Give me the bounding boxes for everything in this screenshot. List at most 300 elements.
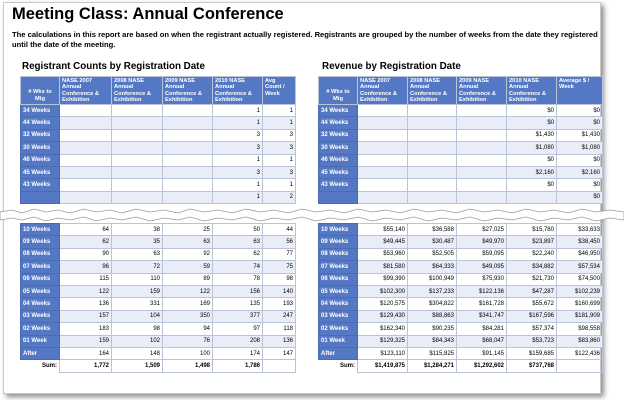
revenue-cell	[408, 129, 457, 141]
counts-cell: 159	[112, 285, 163, 297]
revenue-table-bottom	[318, 223, 603, 373]
report-title: Meeting Class: Annual Conference	[12, 5, 284, 23]
revenue-table-row	[319, 323, 603, 335]
counts-cell	[60, 129, 112, 141]
counts-cell	[60, 179, 112, 191]
revenue-cell: $120,575	[358, 298, 408, 310]
revenue-cell: $161,728	[457, 298, 507, 310]
revenue-cell: $129,430	[358, 310, 408, 322]
revenue-header-2010: 2010 NASE Annual Conference & Exhibition	[507, 77, 557, 105]
revenue-section-title: Revenue by Registration Date	[322, 61, 461, 72]
revenue-row-label	[319, 191, 358, 203]
revenue-cell: $0	[507, 179, 557, 191]
revenue-row-label: 07 Weeks	[319, 261, 358, 273]
revenue-cell: $0	[557, 191, 603, 203]
counts-row-label: 03 Weeks	[21, 310, 60, 322]
counts-section-title: Registrant Counts by Registration Date	[22, 61, 205, 72]
revenue-row-label: 46 Weeks	[319, 154, 358, 166]
counts-cell: 147	[263, 347, 296, 359]
counts-table-row	[21, 117, 296, 129]
revenue-cell: $46,950	[557, 248, 603, 260]
revenue-table-row	[319, 105, 603, 117]
counts-cell: 136	[263, 335, 296, 347]
revenue-sum-2009: $1,292,602	[457, 360, 507, 372]
counts-cell: 72	[112, 261, 163, 273]
revenue-cell: $57,374	[507, 323, 557, 335]
counts-row-label: 08 Weeks	[21, 248, 60, 260]
counts-cell	[60, 117, 112, 129]
counts-cell: 63	[112, 248, 163, 260]
revenue-row-label: 08 Weeks	[319, 248, 358, 260]
revenue-cell: $88,863	[408, 310, 457, 322]
revenue-cell: $53,723	[507, 335, 557, 347]
counts-cell: 164	[60, 347, 112, 359]
revenue-cell: $74,500	[557, 273, 603, 285]
revenue-cell: $1,080	[507, 142, 557, 154]
revenue-row-label: 45 Weeks	[319, 166, 358, 178]
revenue-table-row	[319, 236, 603, 248]
counts-table-row	[21, 310, 296, 322]
revenue-row-label: 09 Weeks	[319, 236, 358, 248]
revenue-cell	[358, 117, 408, 129]
counts-row-label: 30 Weeks	[21, 142, 60, 154]
revenue-cell: $27,025	[457, 224, 507, 236]
revenue-row-label: 04 Weeks	[319, 298, 358, 310]
counts-cell: 183	[60, 323, 112, 335]
counts-cell	[60, 142, 112, 154]
counts-cell	[60, 191, 112, 203]
counts-sum-row	[21, 360, 296, 372]
counts-cell: 76	[163, 335, 213, 347]
revenue-cell: $91,145	[457, 347, 507, 359]
revenue-cell	[457, 179, 507, 191]
counts-cell: 1	[213, 191, 263, 203]
revenue-cell	[457, 142, 507, 154]
counts-cell: 174	[213, 347, 263, 359]
revenue-table-row	[319, 285, 603, 297]
counts-cell	[163, 129, 213, 141]
counts-cell: 92	[163, 248, 213, 260]
revenue-cell	[358, 179, 408, 191]
counts-table-row	[21, 154, 296, 166]
counts-table-row	[21, 248, 296, 260]
counts-cell: 89	[163, 273, 213, 285]
revenue-cell: $81,580	[358, 261, 408, 273]
counts-cell	[163, 142, 213, 154]
counts-cell: 136	[60, 298, 112, 310]
revenue-cell	[457, 117, 507, 129]
counts-cell: 98	[263, 273, 296, 285]
revenue-cell: $64,333	[408, 261, 457, 273]
counts-cell: 1	[213, 179, 263, 191]
counts-cell	[163, 117, 213, 129]
counts-table-row	[21, 335, 296, 347]
counts-row-label: 01 Week	[21, 335, 60, 347]
counts-cell: 63	[213, 236, 263, 248]
revenue-table-row	[319, 129, 603, 141]
revenue-cell	[408, 179, 457, 191]
revenue-cell	[408, 105, 457, 117]
revenue-cell	[408, 142, 457, 154]
revenue-table-top	[318, 76, 603, 204]
revenue-cell: $122,136	[457, 285, 507, 297]
revenue-cell: $0	[507, 105, 557, 117]
counts-row-label: 45 Weeks	[21, 166, 60, 178]
revenue-table-row	[319, 191, 603, 203]
revenue-cell	[457, 129, 507, 141]
revenue-sum-avg	[557, 360, 603, 372]
counts-cell: 77	[263, 248, 296, 260]
counts-cell	[163, 179, 213, 191]
counts-cell: 377	[213, 310, 263, 322]
revenue-table-row	[319, 166, 603, 178]
counts-cell: 97	[213, 323, 263, 335]
counts-cell: 3	[263, 166, 296, 178]
revenue-table-row	[319, 335, 603, 347]
revenue-cell	[358, 105, 408, 117]
counts-table-row	[21, 236, 296, 248]
revenue-cell	[358, 142, 408, 154]
revenue-cell: $38,450	[557, 236, 603, 248]
counts-cell	[163, 191, 213, 203]
revenue-cell: $122,436	[557, 347, 603, 359]
revenue-cell: $1,080	[557, 142, 603, 154]
revenue-cell: $57,534	[557, 261, 603, 273]
counts-cell: 25	[163, 224, 213, 236]
counts-cell: 156	[213, 285, 263, 297]
revenue-sum-2007: $1,419,875	[358, 360, 408, 372]
revenue-row-label: 43 Weeks	[319, 179, 358, 191]
revenue-cell	[358, 166, 408, 178]
revenue-cell: $75,930	[457, 273, 507, 285]
counts-cell: 100	[163, 347, 213, 359]
revenue-cell: $123,110	[358, 347, 408, 359]
revenue-cell: $83,860	[557, 335, 603, 347]
counts-cell: 75	[263, 261, 296, 273]
counts-cell: 2	[263, 191, 296, 203]
revenue-cell: $1,430	[507, 129, 557, 141]
revenue-cell	[358, 191, 408, 203]
counts-table-row	[21, 142, 296, 154]
counts-table-row	[21, 261, 296, 273]
counts-cell: 90	[60, 248, 112, 260]
counts-table-row	[21, 347, 296, 359]
counts-cell: 118	[263, 323, 296, 335]
revenue-cell: $160,699	[557, 298, 603, 310]
counts-row-label: After	[21, 347, 60, 359]
revenue-row-label: 34 Weeks	[319, 105, 358, 117]
revenue-header-2009: 2009 NASE Annual Conference & Exhibition	[457, 77, 507, 105]
counts-cell: 50	[213, 224, 263, 236]
revenue-table-row	[319, 117, 603, 129]
counts-table-row	[21, 191, 296, 203]
revenue-cell	[358, 129, 408, 141]
counts-header-2010: 2010 NASE Annual Conference & Exhibition	[213, 77, 263, 105]
counts-cell	[112, 179, 163, 191]
revenue-cell	[457, 154, 507, 166]
revenue-cell: $52,505	[408, 248, 457, 260]
revenue-cell: $159,685	[507, 347, 557, 359]
revenue-cell: $115,825	[408, 347, 457, 359]
revenue-cell: $102,300	[358, 285, 408, 297]
counts-cell: 104	[112, 310, 163, 322]
counts-cell	[163, 154, 213, 166]
revenue-cell	[507, 191, 557, 203]
revenue-row-label: 03 Weeks	[319, 310, 358, 322]
counts-cell	[163, 105, 213, 117]
revenue-row-label: 30 Weeks	[319, 142, 358, 154]
revenue-cell: $49,970	[457, 236, 507, 248]
counts-cell: 62	[213, 248, 263, 260]
report-description: The calculations in this report are based on when the registrant actually registered. Registrants are grouped by the number of weeks from the date they registered until the date of the meeting.	[12, 30, 598, 49]
counts-cell: 96	[60, 261, 112, 273]
counts-cell: 148	[112, 347, 163, 359]
revenue-row-label: 01 Week	[319, 335, 358, 347]
revenue-cell: $23,897	[507, 236, 557, 248]
counts-cell: 44	[263, 224, 296, 236]
revenue-header-2008: 2008 NASE Annual Conference & Exhibition	[408, 77, 457, 105]
counts-header-2007: NASE 2007 Annual Conference & Exhibition	[60, 77, 112, 105]
counts-cell: 1	[213, 154, 263, 166]
counts-table-row	[21, 166, 296, 178]
counts-table-row	[21, 224, 296, 236]
revenue-header-2007: NASE 2007 Annual Conference & Exhibition	[358, 77, 408, 105]
counts-sum-2009: 1,498	[163, 360, 213, 372]
counts-cell: 157	[60, 310, 112, 322]
revenue-cell: $22,240	[507, 248, 557, 260]
revenue-cell	[457, 191, 507, 203]
counts-header-2008: 2008 NASE Annual Conference & Exhibition	[112, 77, 163, 105]
counts-cell: 3	[213, 142, 263, 154]
counts-table-row	[21, 298, 296, 310]
counts-header-2009: 2009 NASE Annual Conference & Exhibition	[163, 77, 213, 105]
counts-table-row	[21, 285, 296, 297]
revenue-cell: $0	[507, 154, 557, 166]
torn-edge-divider	[0, 207, 624, 223]
counts-row-label: 05 Weeks	[21, 285, 60, 297]
counts-cell: 64	[60, 224, 112, 236]
revenue-cell	[408, 117, 457, 129]
revenue-cell: $341,747	[457, 310, 507, 322]
revenue-table-row	[319, 298, 603, 310]
counts-cell: 78	[213, 273, 263, 285]
revenue-cell: $2,160	[507, 166, 557, 178]
revenue-cell	[408, 154, 457, 166]
counts-cell: 122	[163, 285, 213, 297]
counts-cell: 98	[112, 323, 163, 335]
counts-table-row	[21, 273, 296, 285]
counts-row-label: 07 Weeks	[21, 261, 60, 273]
counts-cell: 140	[263, 285, 296, 297]
counts-cell: 193	[263, 298, 296, 310]
revenue-header-avg: Average $ / Week	[557, 77, 603, 105]
counts-sum-2010: 1,786	[213, 360, 263, 372]
revenue-row-label: 10 Weeks	[319, 224, 358, 236]
revenue-cell: $84,343	[408, 335, 457, 347]
revenue-cell: $99,390	[358, 273, 408, 285]
counts-row-label: 09 Weeks	[21, 236, 60, 248]
counts-cell: 59	[163, 261, 213, 273]
revenue-sum-label: Sum:	[340, 363, 355, 370]
revenue-cell: $2,160	[557, 166, 603, 178]
counts-cell: 169	[163, 298, 213, 310]
revenue-cell	[408, 166, 457, 178]
revenue-cell: $53,960	[358, 248, 408, 260]
revenue-corner-header: # Wks to Mtg	[319, 77, 358, 105]
counts-cell	[112, 105, 163, 117]
revenue-cell: $1,430	[557, 129, 603, 141]
revenue-cell: $98,558	[557, 323, 603, 335]
counts-cell: 38	[112, 224, 163, 236]
counts-row-label: 43 Weeks	[21, 179, 60, 191]
counts-table-row	[21, 129, 296, 141]
revenue-cell: $0	[557, 105, 603, 117]
counts-cell: 1	[263, 117, 296, 129]
revenue-cell: $129,325	[358, 335, 408, 347]
counts-row-label: 46 Weeks	[21, 154, 60, 166]
revenue-cell: $100,949	[408, 273, 457, 285]
counts-cell: 1	[213, 105, 263, 117]
counts-cell: 350	[163, 310, 213, 322]
revenue-table-row	[319, 179, 603, 191]
revenue-table-row	[319, 248, 603, 260]
revenue-table-row	[319, 347, 603, 359]
counts-row-label: 04 Weeks	[21, 298, 60, 310]
counts-cell: 3	[263, 129, 296, 141]
counts-cell: 63	[163, 236, 213, 248]
counts-row-label: 06 Weeks	[21, 273, 60, 285]
counts-cell: 110	[112, 273, 163, 285]
revenue-cell: $0	[557, 179, 603, 191]
counts-cell	[60, 105, 112, 117]
counts-cell: 56	[263, 236, 296, 248]
revenue-cell: $90,235	[408, 323, 457, 335]
counts-cell: 159	[60, 335, 112, 347]
counts-cell	[60, 154, 112, 166]
revenue-cell: $181,909	[557, 310, 603, 322]
revenue-sum-2008: $1,284,271	[408, 360, 457, 372]
revenue-cell: $34,882	[507, 261, 557, 273]
counts-cell	[112, 129, 163, 141]
counts-cell: 331	[112, 298, 163, 310]
counts-table-row	[21, 179, 296, 191]
counts-cell	[112, 117, 163, 129]
counts-row-label: 32 Weeks	[21, 129, 60, 141]
revenue-cell: $59,095	[457, 248, 507, 260]
revenue-table-row	[319, 154, 603, 166]
revenue-cell: $68,047	[457, 335, 507, 347]
revenue-cell: $162,340	[358, 323, 408, 335]
counts-header-avg: Avg Count / Week	[263, 77, 296, 105]
revenue-row-label: 05 Weeks	[319, 285, 358, 297]
counts-table-row	[21, 105, 296, 117]
revenue-cell: $49,095	[457, 261, 507, 273]
revenue-row-label: 06 Weeks	[319, 273, 358, 285]
counts-row-label: 02 Weeks	[21, 323, 60, 335]
revenue-cell: $0	[557, 117, 603, 129]
revenue-table-row	[319, 273, 603, 285]
revenue-cell: $21,730	[507, 273, 557, 285]
revenue-row-label: 02 Weeks	[319, 323, 358, 335]
revenue-sum-2010: $737,768	[507, 360, 557, 372]
revenue-cell: $102,239	[557, 285, 603, 297]
counts-row-label: 34 Weeks	[21, 105, 60, 117]
counts-cell	[163, 166, 213, 178]
revenue-cell: $30,487	[408, 236, 457, 248]
counts-corner-header: # Wks to Mtg	[21, 77, 60, 105]
revenue-cell: $15,780	[507, 224, 557, 236]
counts-cell: 3	[213, 129, 263, 141]
counts-table-bottom	[20, 223, 296, 373]
revenue-cell: $33,633	[557, 224, 603, 236]
revenue-cell: $47,287	[507, 285, 557, 297]
revenue-cell: $137,233	[408, 285, 457, 297]
counts-sum-2007: 1,772	[60, 360, 112, 372]
revenue-cell: $304,822	[408, 298, 457, 310]
counts-cell	[112, 166, 163, 178]
revenue-table-row	[319, 224, 603, 236]
counts-cell: 135	[213, 298, 263, 310]
counts-sum-2008: 1,509	[112, 360, 163, 372]
counts-cell: 1	[263, 154, 296, 166]
counts-cell: 3	[213, 166, 263, 178]
counts-cell: 62	[60, 236, 112, 248]
counts-cell: 1	[213, 117, 263, 129]
revenue-table-row	[319, 261, 603, 273]
counts-cell	[112, 154, 163, 166]
counts-cell: 1	[263, 179, 296, 191]
counts-cell: 35	[112, 236, 163, 248]
revenue-cell: $0	[507, 117, 557, 129]
revenue-cell	[408, 191, 457, 203]
revenue-cell	[457, 105, 507, 117]
counts-cell: 247	[263, 310, 296, 322]
revenue-cell: $36,588	[408, 224, 457, 236]
counts-cell: 208	[213, 335, 263, 347]
counts-cell: 102	[112, 335, 163, 347]
counts-row-label: 10 Weeks	[21, 224, 60, 236]
revenue-cell: $84,281	[457, 323, 507, 335]
revenue-row-label: 32 Weeks	[319, 129, 358, 141]
counts-cell: 3	[263, 142, 296, 154]
revenue-row-label: 44 Weeks	[319, 117, 358, 129]
counts-cell: 74	[213, 261, 263, 273]
revenue-cell: $167,596	[507, 310, 557, 322]
counts-cell: 94	[163, 323, 213, 335]
counts-cell: 122	[60, 285, 112, 297]
counts-sum-label: Sum:	[42, 363, 57, 370]
revenue-sum-row	[319, 360, 603, 372]
revenue-cell	[358, 154, 408, 166]
revenue-table-row	[319, 310, 603, 322]
revenue-cell: $55,672	[507, 298, 557, 310]
counts-cell	[60, 166, 112, 178]
counts-table-top	[20, 76, 296, 204]
counts-table-row	[21, 323, 296, 335]
revenue-cell: $55,140	[358, 224, 408, 236]
revenue-table-row	[319, 142, 603, 154]
revenue-cell	[457, 166, 507, 178]
counts-cell: 115	[60, 273, 112, 285]
counts-row-label	[21, 191, 60, 203]
counts-sum-avg	[263, 360, 296, 372]
counts-cell: 1	[263, 105, 296, 117]
counts-cell	[112, 191, 163, 203]
counts-row-label: 44 Weeks	[21, 117, 60, 129]
counts-cell	[112, 142, 163, 154]
revenue-row-label: After	[319, 347, 358, 359]
revenue-cell: $49,445	[358, 236, 408, 248]
